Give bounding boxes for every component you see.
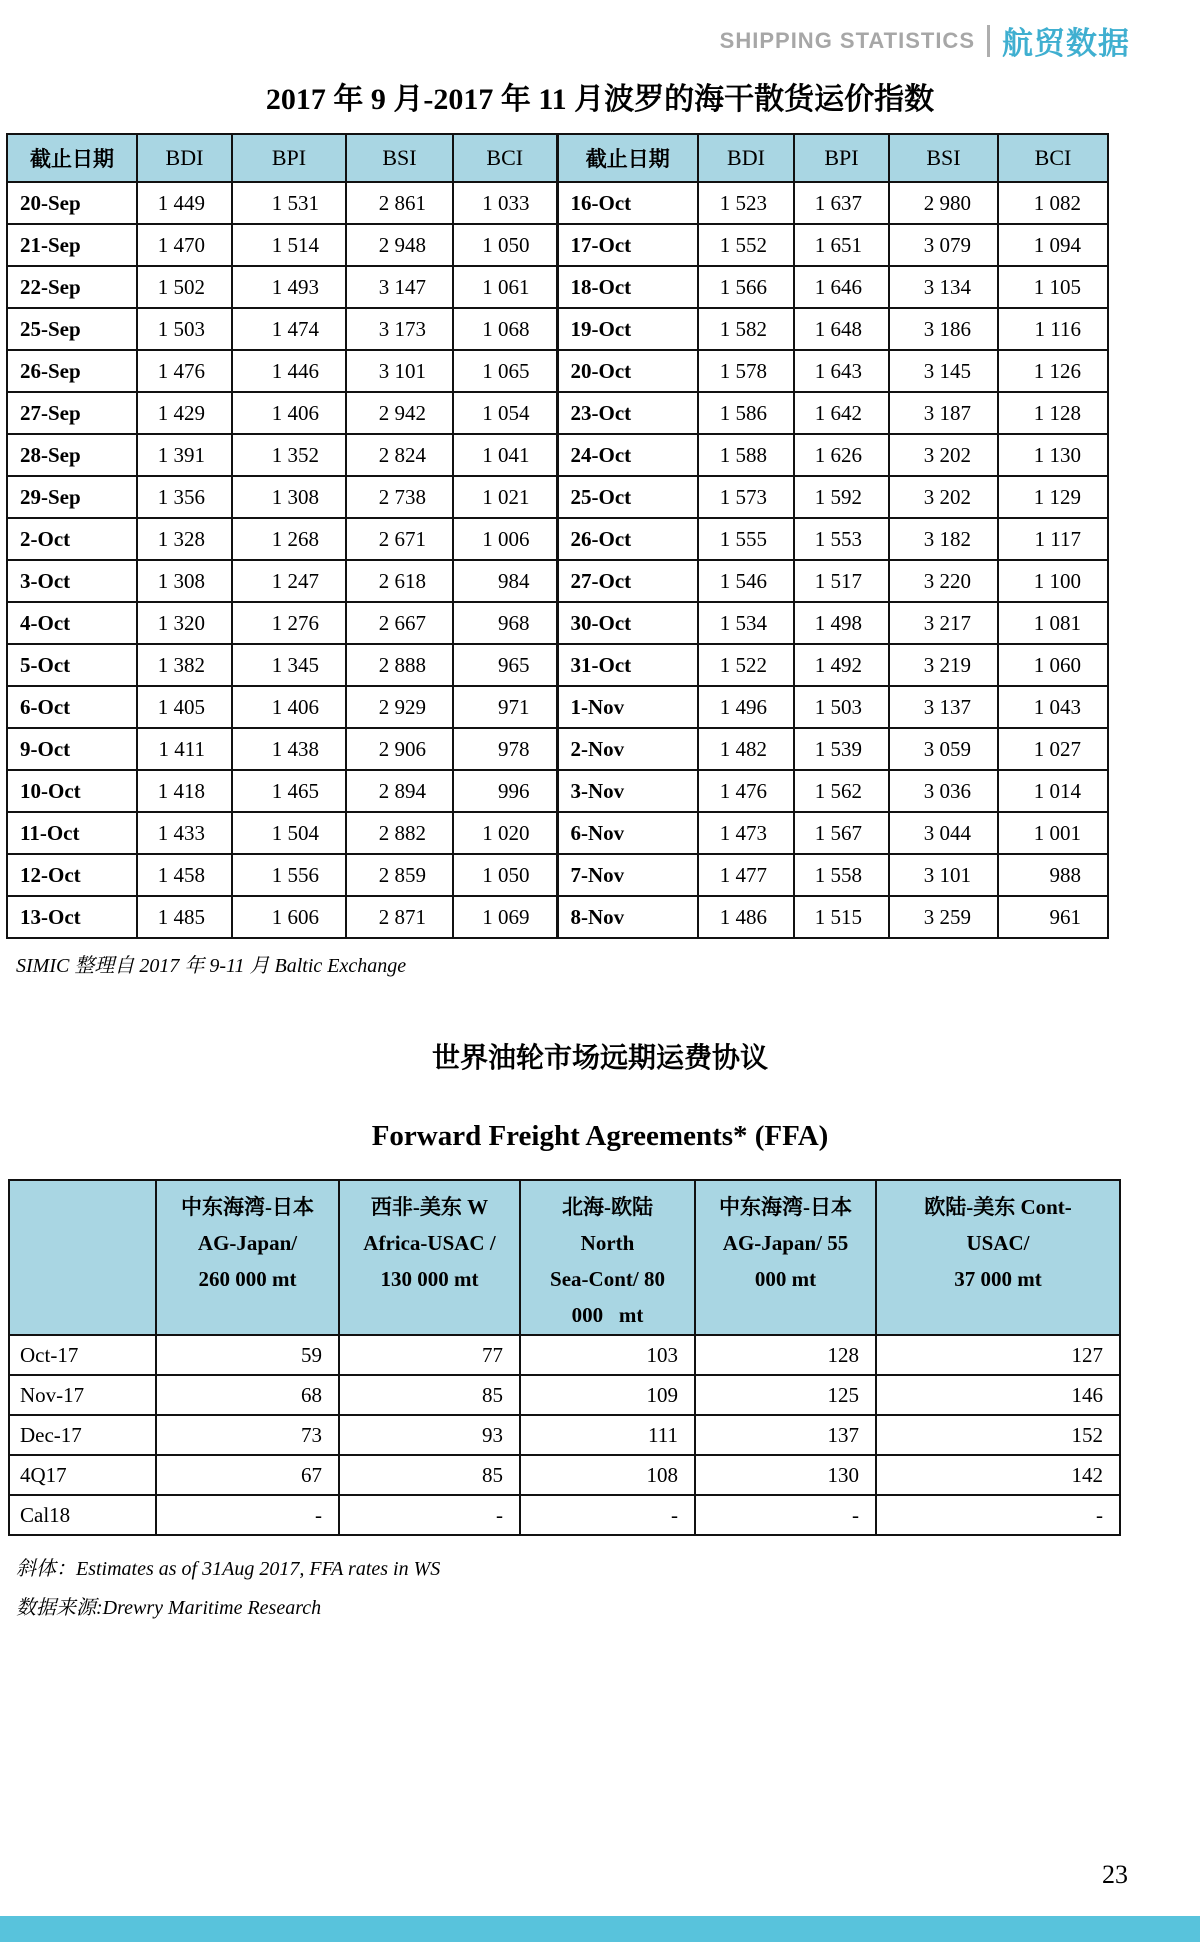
index-value-cell: 1 642 bbox=[794, 392, 889, 434]
index-value-cell: 1 566 bbox=[698, 266, 794, 308]
ffa-period-cell: 4Q17 bbox=[9, 1455, 156, 1495]
index-value-cell: 1 558 bbox=[794, 854, 889, 896]
ffa-rate-cell: 77 bbox=[339, 1335, 520, 1375]
index-value-cell: 2 861 bbox=[346, 182, 453, 224]
index-value-cell: 1 429 bbox=[137, 392, 232, 434]
ffa-rate-cell: 125 bbox=[695, 1375, 876, 1415]
date-cell: 21-Sep bbox=[7, 224, 137, 266]
index-value-cell: 1 116 bbox=[998, 308, 1108, 350]
index-value-cell: 2 948 bbox=[346, 224, 453, 266]
bdi-column-header: 截止日期 bbox=[7, 134, 137, 182]
index-value-cell: 1 433 bbox=[137, 812, 232, 854]
ffa-route-header-line: 欧陆-美东 Cont- bbox=[924, 1195, 1072, 1219]
ffa-route-header-line: Sea-Cont/ 80 bbox=[550, 1267, 665, 1291]
index-value-cell: 1 054 bbox=[453, 392, 557, 434]
date-cell: 17-Oct bbox=[557, 224, 698, 266]
ffa-rate-cell: 146 bbox=[876, 1375, 1120, 1415]
index-value-cell: 3 202 bbox=[889, 434, 998, 476]
index-value-cell: 3 079 bbox=[889, 224, 998, 266]
index-value-cell: 1 345 bbox=[232, 644, 346, 686]
date-cell: 23-Oct bbox=[557, 392, 698, 434]
index-value-cell: 1 027 bbox=[998, 728, 1108, 770]
index-value-cell: 1 247 bbox=[232, 560, 346, 602]
index-value-cell: 1 643 bbox=[794, 350, 889, 392]
ffa-rate-cell: 103 bbox=[520, 1335, 695, 1375]
index-value-cell: 1 485 bbox=[137, 896, 232, 938]
index-value-cell: 1 068 bbox=[453, 308, 557, 350]
index-value-cell: 1 069 bbox=[453, 896, 557, 938]
bdi-column-header: BDI bbox=[698, 134, 794, 182]
bdi-table-row bbox=[7, 308, 1108, 350]
index-value-cell: 1 637 bbox=[794, 182, 889, 224]
brand-text-cn: 航贸数据 bbox=[1002, 26, 1130, 61]
index-value-cell: 1 308 bbox=[137, 560, 232, 602]
index-value-cell: 1 470 bbox=[137, 224, 232, 266]
ffa-note-estimates: 斜体：Estimates as of 31Aug 2017, FFA rates in WS bbox=[16, 1558, 441, 1580]
index-value-cell: 3 186 bbox=[889, 308, 998, 350]
index-value-cell: 3 044 bbox=[889, 812, 998, 854]
date-cell: 30-Oct bbox=[557, 602, 698, 644]
index-value-cell: 3 101 bbox=[889, 854, 998, 896]
page-number: 23 bbox=[1102, 1860, 1128, 1889]
bdi-column-header: BCI bbox=[998, 134, 1108, 182]
ffa-title-en: Forward Freight Agreements* (FFA) bbox=[371, 1120, 829, 1152]
ffa-table-row bbox=[9, 1375, 1120, 1415]
index-value-cell: 1 356 bbox=[137, 476, 232, 518]
index-value-cell: 1 126 bbox=[998, 350, 1108, 392]
index-value-cell: 1 648 bbox=[794, 308, 889, 350]
date-cell: 24-Oct bbox=[557, 434, 698, 476]
ffa-route-header bbox=[339, 1180, 520, 1335]
index-value-cell: 1 486 bbox=[698, 896, 794, 938]
index-value-cell: 1 562 bbox=[794, 770, 889, 812]
index-value-cell: 3 101 bbox=[346, 350, 453, 392]
index-value-cell: 3 036 bbox=[889, 770, 998, 812]
bdi-column-header: BPI bbox=[232, 134, 346, 182]
bdi-table-body bbox=[7, 182, 1108, 938]
index-value-cell: 1 081 bbox=[998, 602, 1108, 644]
index-value-cell: 1 043 bbox=[998, 686, 1108, 728]
index-value-cell: 1 531 bbox=[232, 182, 346, 224]
bdi-table-row bbox=[7, 812, 1108, 854]
index-value-cell: 1 534 bbox=[698, 602, 794, 644]
ffa-route-header-line: 37 000 mt bbox=[954, 1267, 1042, 1291]
date-cell: 27-Sep bbox=[7, 392, 137, 434]
ffa-table-row bbox=[9, 1335, 1120, 1375]
date-cell: 9-Oct bbox=[7, 728, 137, 770]
index-value-cell: 2 824 bbox=[346, 434, 453, 476]
index-value-cell: 1 276 bbox=[232, 602, 346, 644]
ffa-rate-cell: 109 bbox=[520, 1375, 695, 1415]
index-value-cell: 1 391 bbox=[137, 434, 232, 476]
index-value-cell: 1 449 bbox=[137, 182, 232, 224]
bdi-table-row bbox=[7, 476, 1108, 518]
index-value-cell: 1 465 bbox=[232, 770, 346, 812]
index-value-cell: 1 626 bbox=[794, 434, 889, 476]
index-value-cell: 1 082 bbox=[998, 182, 1108, 224]
index-value-cell: 3 173 bbox=[346, 308, 453, 350]
bdi-column-header: 截止日期 bbox=[557, 134, 698, 182]
index-value-cell: 971 bbox=[453, 686, 557, 728]
date-cell: 11-Oct bbox=[7, 812, 137, 854]
index-value-cell: 2 906 bbox=[346, 728, 453, 770]
date-cell: 18-Oct bbox=[557, 266, 698, 308]
index-value-cell: 1 482 bbox=[698, 728, 794, 770]
index-value-cell: 1 582 bbox=[698, 308, 794, 350]
index-value-cell: 1 493 bbox=[232, 266, 346, 308]
index-value-cell: 988 bbox=[998, 854, 1108, 896]
ffa-rate-cell: 142 bbox=[876, 1455, 1120, 1495]
bdi-table-row bbox=[7, 518, 1108, 560]
index-value-cell: 1 476 bbox=[137, 350, 232, 392]
bdi-table-row bbox=[7, 644, 1108, 686]
index-value-cell: 1 476 bbox=[698, 770, 794, 812]
ffa-rate-cell: 59 bbox=[156, 1335, 339, 1375]
index-value-cell: 3 220 bbox=[889, 560, 998, 602]
ffa-table bbox=[8, 1179, 1121, 1536]
date-cell: 20-Oct bbox=[557, 350, 698, 392]
ffa-rate-cell: 152 bbox=[876, 1415, 1120, 1455]
index-value-cell: 1 014 bbox=[998, 770, 1108, 812]
index-value-cell: 3 145 bbox=[889, 350, 998, 392]
ffa-table-row bbox=[9, 1415, 1120, 1455]
ffa-route-header-line: 中东海湾-日本 bbox=[181, 1195, 314, 1219]
bdi-source-note: SIMIC 整理自 2017 年 9-11 月 Baltic Exchange bbox=[16, 955, 407, 977]
index-value-cell: 3 219 bbox=[889, 644, 998, 686]
index-value-cell: 1 502 bbox=[137, 266, 232, 308]
date-cell: 7-Nov bbox=[557, 854, 698, 896]
index-value-cell: 2 738 bbox=[346, 476, 453, 518]
index-value-cell: 3 187 bbox=[889, 392, 998, 434]
index-value-cell: 1 503 bbox=[137, 308, 232, 350]
index-value-cell: 1 128 bbox=[998, 392, 1108, 434]
footer-accent-bar bbox=[0, 1916, 1200, 1942]
index-value-cell: 1 041 bbox=[453, 434, 557, 476]
index-value-cell: 2 671 bbox=[346, 518, 453, 560]
brand-text-en: SHIPPING STATISTICS bbox=[719, 27, 975, 53]
index-value-cell: 978 bbox=[453, 728, 557, 770]
ffa-table-row bbox=[9, 1455, 1120, 1495]
ffa-title-cn: 世界油轮市场远期运费协议 bbox=[431, 1043, 768, 1074]
index-value-cell: 1 411 bbox=[137, 728, 232, 770]
date-cell: 6-Nov bbox=[557, 812, 698, 854]
index-value-cell: 2 667 bbox=[346, 602, 453, 644]
page-brand-header bbox=[720, 18, 1130, 63]
bdi-table-row bbox=[7, 896, 1108, 938]
index-value-cell: 1 021 bbox=[453, 476, 557, 518]
ffa-rate-cell: 85 bbox=[339, 1455, 520, 1495]
bdi-table-row bbox=[7, 560, 1108, 602]
index-value-cell: 3 059 bbox=[889, 728, 998, 770]
date-cell: 2-Oct bbox=[7, 518, 137, 560]
index-value-cell: 1 504 bbox=[232, 812, 346, 854]
index-value-cell: 2 882 bbox=[346, 812, 453, 854]
ffa-notes bbox=[16, 1550, 1200, 1628]
ffa-rate-cell: - bbox=[876, 1495, 1120, 1535]
date-cell: 26-Oct bbox=[557, 518, 698, 560]
ffa-rate-cell: - bbox=[339, 1495, 520, 1535]
ffa-period-cell: Dec-17 bbox=[9, 1415, 156, 1455]
index-value-cell: 1 503 bbox=[794, 686, 889, 728]
index-value-cell: 1 382 bbox=[137, 644, 232, 686]
ffa-note-source: 数据来源:Drewry Maritime Research bbox=[16, 1597, 322, 1619]
index-value-cell: 1 061 bbox=[453, 266, 557, 308]
index-value-cell: 968 bbox=[453, 602, 557, 644]
ffa-route-header-line: 000 mt bbox=[571, 1303, 644, 1327]
ffa-corner-cell bbox=[9, 1180, 156, 1335]
index-value-cell: 1 094 bbox=[998, 224, 1108, 266]
date-cell: 12-Oct bbox=[7, 854, 137, 896]
bdi-column-header: BSI bbox=[889, 134, 998, 182]
index-value-cell: 1 060 bbox=[998, 644, 1108, 686]
ffa-rate-cell: 127 bbox=[876, 1335, 1120, 1375]
bdi-column-header: BDI bbox=[137, 134, 232, 182]
index-value-cell: 1 606 bbox=[232, 896, 346, 938]
index-value-cell: 3 259 bbox=[889, 896, 998, 938]
date-cell: 2-Nov bbox=[557, 728, 698, 770]
ffa-route-header bbox=[520, 1180, 695, 1335]
ffa-route-header-line: 000 mt bbox=[754, 1267, 817, 1291]
ffa-rate-cell: - bbox=[695, 1495, 876, 1535]
index-value-cell: 1 352 bbox=[232, 434, 346, 476]
bdi-table-row bbox=[7, 182, 1108, 224]
bdi-table-row bbox=[7, 728, 1108, 770]
index-value-cell: 1 050 bbox=[453, 224, 557, 266]
date-cell: 29-Sep bbox=[7, 476, 137, 518]
ffa-route-header-line: USAC/ bbox=[966, 1231, 1030, 1255]
index-value-cell: 1 522 bbox=[698, 644, 794, 686]
bdi-table-row bbox=[7, 770, 1108, 812]
ffa-route-header-line: 中东海湾-日本 bbox=[719, 1195, 852, 1219]
ffa-rate-cell: 128 bbox=[695, 1335, 876, 1375]
index-value-cell: 1 556 bbox=[232, 854, 346, 896]
bdi-index-table bbox=[6, 133, 1109, 939]
ffa-rate-cell: 73 bbox=[156, 1415, 339, 1455]
index-value-cell: 1 546 bbox=[698, 560, 794, 602]
index-value-cell: 1 473 bbox=[698, 812, 794, 854]
index-value-cell: 1 406 bbox=[232, 686, 346, 728]
ffa-route-header-line: AG-Japan/ 55 bbox=[722, 1231, 849, 1255]
index-value-cell: 3 217 bbox=[889, 602, 998, 644]
index-value-cell: 1 651 bbox=[794, 224, 889, 266]
bdi-header-row bbox=[7, 134, 1108, 182]
ffa-rate-cell: 130 bbox=[695, 1455, 876, 1495]
index-value-cell: 2 980 bbox=[889, 182, 998, 224]
index-value-cell: 1 406 bbox=[232, 392, 346, 434]
date-cell: 27-Oct bbox=[557, 560, 698, 602]
bdi-column-header: BSI bbox=[346, 134, 453, 182]
date-cell: 1-Nov bbox=[557, 686, 698, 728]
bdi-table-row bbox=[7, 350, 1108, 392]
index-value-cell: 1 458 bbox=[137, 854, 232, 896]
date-cell: 22-Sep bbox=[7, 266, 137, 308]
index-value-cell: 1 578 bbox=[698, 350, 794, 392]
index-value-cell: 2 942 bbox=[346, 392, 453, 434]
index-value-cell: 1 474 bbox=[232, 308, 346, 350]
index-value-cell: 1 308 bbox=[232, 476, 346, 518]
index-value-cell: 2 894 bbox=[346, 770, 453, 812]
ffa-route-header-line: 西非-美东 W bbox=[370, 1195, 489, 1219]
index-value-cell: 2 888 bbox=[346, 644, 453, 686]
index-value-cell: 1 567 bbox=[794, 812, 889, 854]
bdi-table-row bbox=[7, 434, 1108, 476]
date-cell: 3-Oct bbox=[7, 560, 137, 602]
index-value-cell: 1 555 bbox=[698, 518, 794, 560]
date-cell: 16-Oct bbox=[557, 182, 698, 224]
index-value-cell: 961 bbox=[998, 896, 1108, 938]
index-value-cell: 1 268 bbox=[232, 518, 346, 560]
date-cell: 6-Oct bbox=[7, 686, 137, 728]
ffa-period-cell: Cal18 bbox=[9, 1495, 156, 1535]
index-value-cell: 1 492 bbox=[794, 644, 889, 686]
ffa-route-header-line: AG-Japan/ bbox=[197, 1231, 298, 1255]
index-value-cell: 1 592 bbox=[794, 476, 889, 518]
index-value-cell: 1 405 bbox=[137, 686, 232, 728]
index-value-cell: 1 100 bbox=[998, 560, 1108, 602]
date-cell: 26-Sep bbox=[7, 350, 137, 392]
bdi-table-row bbox=[7, 392, 1108, 434]
date-cell: 28-Sep bbox=[7, 434, 137, 476]
index-value-cell: 1 496 bbox=[698, 686, 794, 728]
bdi-column-header: BCI bbox=[453, 134, 557, 182]
ffa-route-header-line: 130 000 mt bbox=[380, 1267, 479, 1291]
ffa-rate-cell: 137 bbox=[695, 1415, 876, 1455]
date-cell: 5-Oct bbox=[7, 644, 137, 686]
index-value-cell: 1 588 bbox=[698, 434, 794, 476]
index-value-cell: 1 418 bbox=[137, 770, 232, 812]
date-cell: 25-Oct bbox=[557, 476, 698, 518]
ffa-rate-cell: 68 bbox=[156, 1375, 339, 1415]
bdi-column-header: BPI bbox=[794, 134, 889, 182]
ffa-route-header-line: 260 000 mt bbox=[198, 1267, 297, 1291]
index-value-cell: 3 182 bbox=[889, 518, 998, 560]
index-value-cell: 1 020 bbox=[453, 812, 557, 854]
index-value-cell: 984 bbox=[453, 560, 557, 602]
ffa-route-header-line: 北海-欧陆 bbox=[562, 1195, 653, 1219]
bdi-table-row bbox=[7, 224, 1108, 266]
index-value-cell: 1 539 bbox=[794, 728, 889, 770]
bdi-table-row bbox=[7, 266, 1108, 308]
ffa-route-header bbox=[876, 1180, 1120, 1335]
index-value-cell: 1 050 bbox=[453, 854, 557, 896]
index-value-cell: 1 514 bbox=[232, 224, 346, 266]
index-value-cell: 2 929 bbox=[346, 686, 453, 728]
index-value-cell: 1 446 bbox=[232, 350, 346, 392]
index-value-cell: 965 bbox=[453, 644, 557, 686]
index-value-cell: 3 137 bbox=[889, 686, 998, 728]
index-value-cell: 1 117 bbox=[998, 518, 1108, 560]
ffa-route-header-line: North bbox=[580, 1231, 635, 1255]
index-value-cell: 1 552 bbox=[698, 224, 794, 266]
date-cell: 25-Sep bbox=[7, 308, 137, 350]
index-value-cell: 1 033 bbox=[453, 182, 557, 224]
ffa-rate-cell: - bbox=[520, 1495, 695, 1535]
bdi-table-row bbox=[7, 602, 1108, 644]
index-value-cell: 3 134 bbox=[889, 266, 998, 308]
ffa-route-header bbox=[695, 1180, 876, 1335]
index-value-cell: 1 523 bbox=[698, 182, 794, 224]
brand-divider-bar bbox=[987, 25, 990, 57]
index-value-cell: 1 646 bbox=[794, 266, 889, 308]
date-cell: 3-Nov bbox=[557, 770, 698, 812]
index-value-cell: 1 553 bbox=[794, 518, 889, 560]
index-value-cell: 1 438 bbox=[232, 728, 346, 770]
ffa-period-cell: Nov-17 bbox=[9, 1375, 156, 1415]
bdi-table-title: 2017 年 9 月-2017 年 11 月波罗的海干散货运价指数 bbox=[265, 83, 935, 116]
index-value-cell: 1 105 bbox=[998, 266, 1108, 308]
date-cell: 4-Oct bbox=[7, 602, 137, 644]
index-value-cell: 1 573 bbox=[698, 476, 794, 518]
index-value-cell: 1 130 bbox=[998, 434, 1108, 476]
index-value-cell: 3 147 bbox=[346, 266, 453, 308]
index-value-cell: 1 515 bbox=[794, 896, 889, 938]
ffa-route-header-line: Africa-USAC / bbox=[363, 1231, 496, 1255]
index-value-cell: 2 618 bbox=[346, 560, 453, 602]
date-cell: 20-Sep bbox=[7, 182, 137, 224]
index-value-cell: 1 320 bbox=[137, 602, 232, 644]
bdi-table-row bbox=[7, 854, 1108, 896]
ffa-rate-cell: 111 bbox=[520, 1415, 695, 1455]
ffa-period-cell: Oct-17 bbox=[9, 1335, 156, 1375]
index-value-cell: 1 328 bbox=[137, 518, 232, 560]
ffa-rate-cell: 93 bbox=[339, 1415, 520, 1455]
date-cell: 10-Oct bbox=[7, 770, 137, 812]
date-cell: 8-Nov bbox=[557, 896, 698, 938]
ffa-rate-cell: 85 bbox=[339, 1375, 520, 1415]
ffa-table-body bbox=[9, 1335, 1120, 1535]
index-value-cell: 1 517 bbox=[794, 560, 889, 602]
index-value-cell: 1 498 bbox=[794, 602, 889, 644]
ffa-route-header bbox=[156, 1180, 339, 1335]
index-value-cell: 1 586 bbox=[698, 392, 794, 434]
index-value-cell: 3 202 bbox=[889, 476, 998, 518]
ffa-rate-cell: 108 bbox=[520, 1455, 695, 1495]
index-value-cell: 1 065 bbox=[453, 350, 557, 392]
date-cell: 31-Oct bbox=[557, 644, 698, 686]
index-value-cell: 2 859 bbox=[346, 854, 453, 896]
index-value-cell: 2 871 bbox=[346, 896, 453, 938]
ffa-table-row bbox=[9, 1495, 1120, 1535]
bdi-table-row bbox=[7, 686, 1108, 728]
date-cell: 19-Oct bbox=[557, 308, 698, 350]
index-value-cell: 1 006 bbox=[453, 518, 557, 560]
ffa-rate-cell: - bbox=[156, 1495, 339, 1535]
index-value-cell: 1 001 bbox=[998, 812, 1108, 854]
index-value-cell: 1 129 bbox=[998, 476, 1108, 518]
date-cell: 13-Oct bbox=[7, 896, 137, 938]
ffa-rate-cell: 67 bbox=[156, 1455, 339, 1495]
ffa-header-row bbox=[9, 1180, 1120, 1335]
index-value-cell: 1 477 bbox=[698, 854, 794, 896]
index-value-cell: 996 bbox=[453, 770, 557, 812]
